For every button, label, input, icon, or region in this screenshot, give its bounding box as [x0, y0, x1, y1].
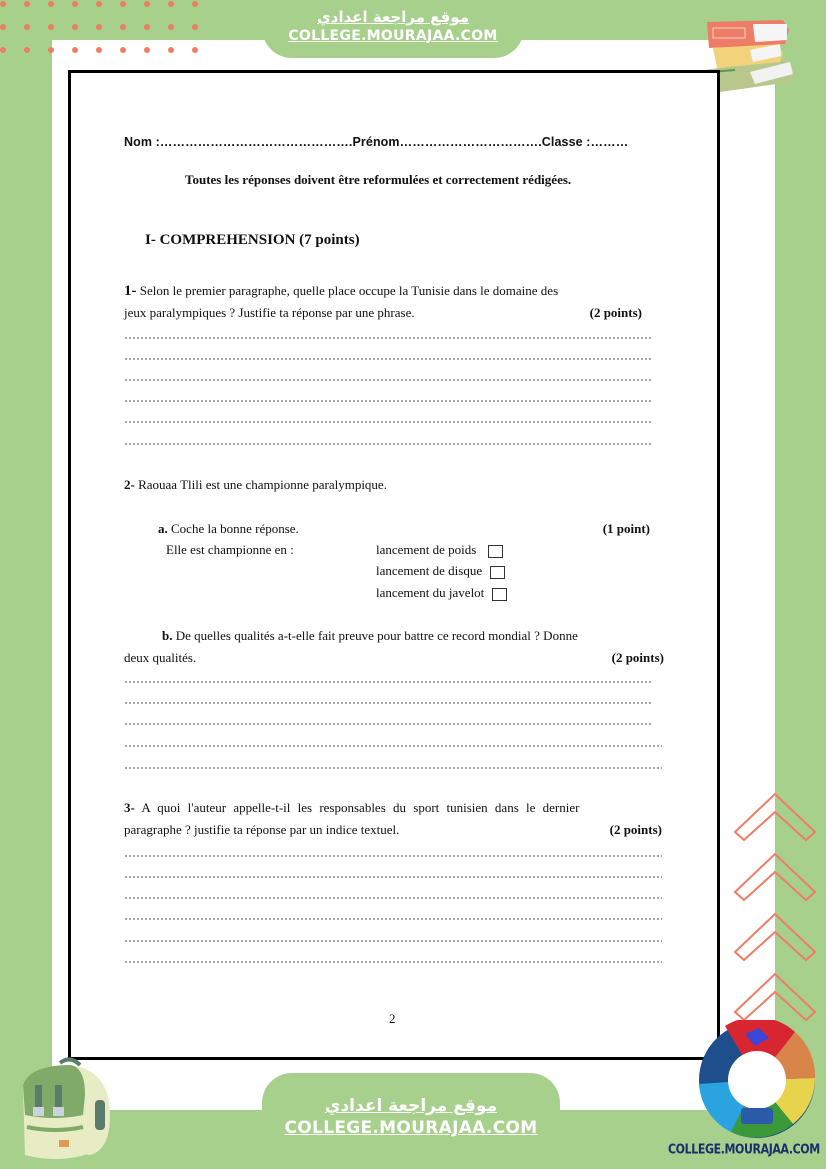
question-1-text: Selon le premier paragraphe, quelle place occupe la Tunisie dans le domaine des [139, 283, 559, 298]
chevron-up-decoration-icon [730, 790, 820, 1035]
question-1-text-2: jeux paralympiques ? Justifie ta réponse par une phrase. [124, 305, 415, 320]
question-3-text: A quoi l'auteur appelle-t-il les responsables du sport tunisien dans le dernier [141, 800, 580, 815]
option-label: lancement de poids [376, 542, 477, 557]
question-2b-label: b. [162, 628, 173, 643]
question-2-text: Raouaa Tlili est une championne paralympique. [138, 477, 387, 492]
answer-line[interactable] [124, 358, 652, 360]
question-2b-text-2: deux qualités. [124, 650, 197, 665]
header-arabic-title: موقع مراجعة اعدادي [317, 8, 469, 26]
checkbox[interactable] [488, 545, 503, 558]
site-footer-link[interactable] [262, 1073, 560, 1169]
question-3-number: 3- [124, 800, 135, 815]
instruction-text: Toutes les réponses doivent être reformulées et correctement rédigées. [185, 172, 572, 187]
question-1-points: (2 points) [589, 305, 642, 320]
answer-line[interactable] [124, 918, 662, 920]
question-2b-points: (2 points) [611, 650, 664, 665]
answer-line[interactable] [124, 897, 662, 899]
header-url[interactable]: COLLEGE.MOURAJAA.COM [288, 28, 498, 44]
answer-line[interactable] [124, 723, 652, 725]
answer-line[interactable] [124, 961, 662, 963]
answer-line[interactable] [124, 940, 662, 942]
question-2b-line1 [162, 624, 664, 647]
checkbox[interactable] [490, 566, 505, 579]
answer-line[interactable] [124, 745, 662, 747]
option-poids[interactable] [376, 539, 503, 560]
answer-line[interactable] [124, 443, 652, 445]
question-3-line1 [124, 796, 664, 819]
option-disque[interactable] [376, 560, 505, 581]
answer-line[interactable] [124, 855, 662, 857]
option-javelot[interactable] [376, 582, 507, 603]
answer-line[interactable] [124, 767, 662, 769]
question-2a-text: Coche la bonne réponse. [171, 521, 299, 536]
answer-line[interactable] [124, 400, 652, 402]
backpack-icon [15, 1055, 115, 1165]
answer-line[interactable] [124, 702, 652, 704]
site-header-link[interactable] [262, 0, 524, 58]
question-3-line2 [124, 818, 662, 841]
footer-arabic-title: موقع مراجعة اعدادي [324, 1096, 498, 1116]
answer-line[interactable] [124, 876, 662, 878]
question-2 [124, 473, 664, 496]
question-3-text-2: paragraphe ? justifie ta réponse par un indice textuel. [124, 822, 400, 837]
question-3-points: (2 points) [609, 822, 662, 837]
decorative-dots [0, 0, 210, 60]
option-label: lancement de disque [376, 563, 483, 578]
question-2b-text: De quelles qualités a-t-elle fait preuve pour battre ce record mondial ? Donne [175, 628, 578, 643]
question-1-number: 1- [124, 283, 137, 299]
answer-line[interactable] [124, 379, 652, 381]
student-info-line[interactable]: Nom :……………………………………….Prénom…………………………….Classe :……… [124, 135, 629, 149]
question-1-line2 [124, 301, 642, 324]
question-1-line1 [124, 279, 664, 303]
question-2a-points: (1 point) [602, 521, 650, 536]
answer-line[interactable] [124, 681, 652, 683]
option-label: lancement du javelot [376, 585, 485, 600]
footer-url[interactable]: COLLEGE.MOURAJAA.COM [284, 1118, 538, 1138]
logo-caption[interactable]: COLLEGE.MOURAJAA.COM [668, 1141, 820, 1158]
subjects-wheel-logo-icon [695, 1020, 819, 1140]
question-2a-prompt: Elle est championne en : [166, 542, 294, 557]
checkbox[interactable] [492, 588, 507, 601]
answer-line[interactable] [124, 421, 652, 423]
question-2-number: 2- [124, 477, 135, 492]
question-2a [158, 517, 650, 540]
page-number: 2 [389, 1011, 396, 1026]
question-2a-label: a. [158, 521, 168, 536]
answer-line[interactable] [124, 337, 652, 339]
question-2b-line2 [124, 646, 664, 669]
section-title: I- COMPREHENSION (7 points) [145, 232, 360, 248]
